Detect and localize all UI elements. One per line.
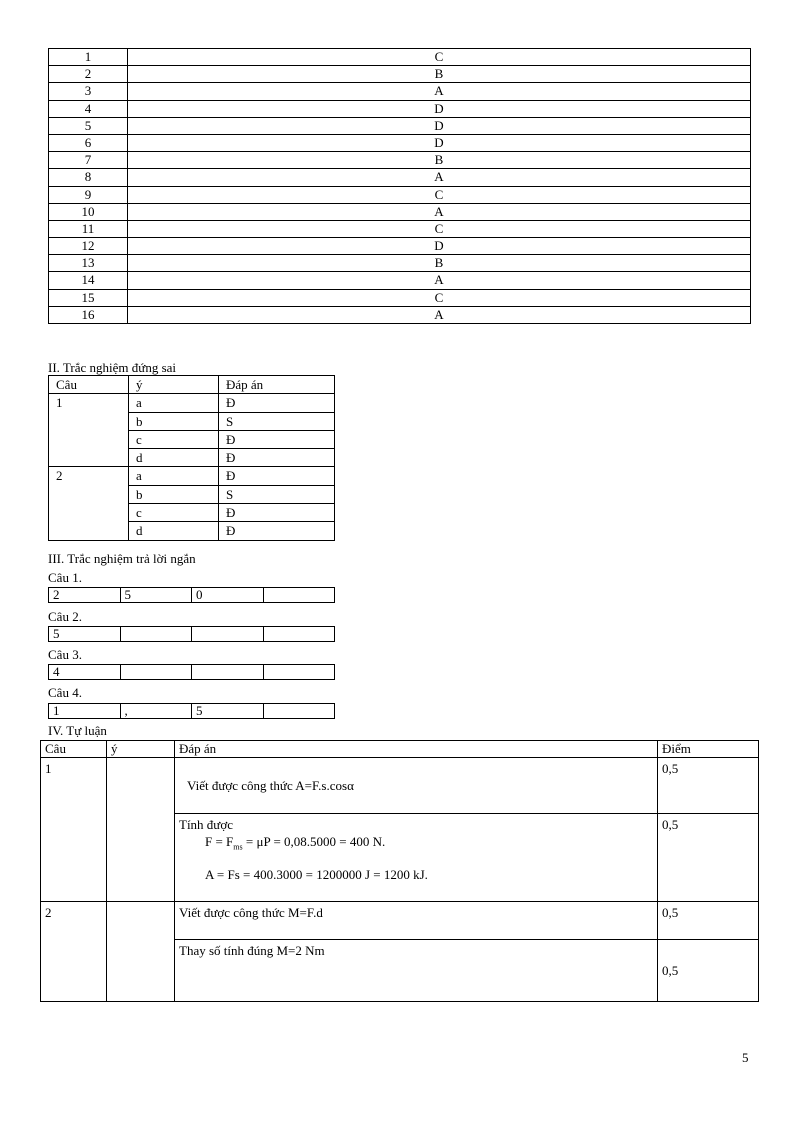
question-number: 16 — [49, 306, 128, 323]
table-row — [49, 289, 751, 306]
part-label: c — [129, 430, 219, 448]
answer-letter: D — [128, 238, 751, 255]
table-header-row — [41, 741, 759, 758]
question-number: 14 — [49, 272, 128, 289]
table-row — [49, 203, 751, 220]
question-number: 1 — [41, 758, 107, 902]
table-row — [49, 394, 335, 412]
table-row — [49, 117, 751, 134]
part-answer: Đ — [219, 430, 335, 448]
question-number: 13 — [49, 255, 128, 272]
question-number: 2 — [49, 66, 128, 83]
answer-letter: C — [128, 220, 751, 237]
table-row — [49, 186, 751, 203]
short-question-label: Câu 3. — [48, 647, 82, 662]
header-dap-an: Đáp án — [175, 741, 658, 758]
part-cell — [107, 758, 175, 902]
score-cell: 0,5 — [658, 814, 759, 902]
answer-letter: B — [128, 66, 751, 83]
formula-pre: F = F — [205, 834, 234, 849]
answer-letter: C — [128, 49, 751, 66]
answer-letter: C — [128, 186, 751, 203]
header-dap-an: Đáp án — [219, 376, 335, 394]
true-false-table — [48, 375, 335, 541]
answer-letter: A — [128, 306, 751, 323]
part-label: d — [129, 449, 219, 467]
question-number: 12 — [49, 238, 128, 255]
table-row — [49, 588, 335, 603]
answer-cell — [175, 814, 658, 902]
table-row — [49, 66, 751, 83]
answer-cell: 0 — [192, 588, 264, 603]
part-label: a — [129, 394, 219, 412]
question-number: 1 — [49, 394, 129, 467]
header-y: ý — [129, 376, 219, 394]
short-answer-grid — [48, 703, 335, 719]
answer-text: Tính được — [179, 817, 233, 832]
table-row — [49, 272, 751, 289]
answer-letter: B — [128, 255, 751, 272]
formula-line — [179, 833, 653, 856]
table-row — [49, 665, 335, 680]
header-cau: Câu — [49, 376, 129, 394]
answer-letter: D — [128, 100, 751, 117]
part-answer: S — [219, 485, 335, 503]
score-cell: 0,5 — [658, 940, 759, 1002]
table-row — [49, 152, 751, 169]
answer-letter: D — [128, 134, 751, 151]
answer-cell: 1 — [49, 704, 121, 719]
answer-letter: D — [128, 117, 751, 134]
answer-cell: , — [120, 704, 191, 719]
question-number: 8 — [49, 169, 128, 186]
question-number: 9 — [49, 186, 128, 203]
essay-heading: IV. Tự luận — [48, 723, 107, 738]
table-row — [49, 169, 751, 186]
question-number: 6 — [49, 134, 128, 151]
header-y: ý — [107, 741, 175, 758]
table-row — [41, 758, 759, 814]
table-row — [49, 134, 751, 151]
answer-text: Viết được công thức A=F.s.cosα — [187, 778, 354, 793]
answer-cell — [120, 665, 191, 680]
table-row — [49, 220, 751, 237]
question-number: 7 — [49, 152, 128, 169]
answer-cell: 5 — [49, 627, 121, 642]
score-cell: 0,5 — [658, 758, 759, 814]
table-row — [41, 902, 759, 940]
part-label: c — [129, 504, 219, 522]
short-answer-grid — [48, 626, 335, 642]
answer-cell: 5 — [192, 704, 264, 719]
part-label: b — [129, 412, 219, 430]
answer-letter: A — [128, 272, 751, 289]
answer-cell: Viết được công thức M=F.d — [175, 902, 658, 940]
page-number: 5 — [742, 1050, 749, 1065]
question-number: 1 — [49, 49, 128, 66]
answer-cell — [192, 665, 263, 680]
table-row — [49, 238, 751, 255]
question-number: 10 — [49, 203, 128, 220]
table-row — [49, 49, 751, 66]
answer-letter: C — [128, 289, 751, 306]
true-false-heading: II. Trắc nghiệm đứng sai — [48, 360, 177, 375]
short-answer-heading: III. Trắc nghiệm trả lời ngắn — [48, 551, 196, 566]
answer-cell: 5 — [120, 588, 192, 603]
answer-letter: A — [128, 203, 751, 220]
table-row — [49, 627, 335, 642]
question-number: 3 — [49, 83, 128, 100]
answer-cell — [192, 627, 263, 642]
table-row — [49, 255, 751, 272]
question-number: 4 — [49, 100, 128, 117]
header-diem: Điểm — [658, 741, 759, 758]
question-number: 15 — [49, 289, 128, 306]
answer-letter: A — [128, 169, 751, 186]
mcq-answer-table — [48, 48, 751, 324]
question-number: 11 — [49, 220, 128, 237]
answer-cell: 4 — [49, 665, 121, 680]
answer-cell — [263, 627, 335, 642]
answer-cell — [263, 665, 335, 680]
table-row — [49, 467, 335, 485]
answer-cell — [120, 627, 191, 642]
answer-letter: B — [128, 152, 751, 169]
table-row — [49, 704, 335, 719]
question-number: 2 — [49, 467, 129, 540]
essay-table — [40, 740, 759, 1002]
answer-cell — [175, 758, 658, 814]
table-row — [49, 83, 751, 100]
part-answer: Đ — [219, 522, 335, 540]
part-answer: Đ — [219, 467, 335, 485]
question-number: 2 — [41, 902, 107, 1002]
answer-cell: Thay số tính đúng M=2 Nm — [175, 940, 658, 1002]
part-answer: S — [219, 412, 335, 430]
part-label: a — [129, 467, 219, 485]
score-cell: 0,5 — [658, 902, 759, 940]
table-row — [49, 100, 751, 117]
short-question-label: Câu 2. — [48, 609, 82, 624]
header-cau: Câu — [41, 741, 107, 758]
short-answer-grid — [48, 664, 335, 680]
answer-cell — [263, 704, 334, 719]
part-label: b — [129, 485, 219, 503]
part-answer: Đ — [219, 504, 335, 522]
part-answer: Đ — [219, 394, 335, 412]
formula-post: = μP = 0,08.5000 = 400 N. — [242, 834, 386, 849]
part-label: d — [129, 522, 219, 540]
short-question-label: Câu 4. — [48, 685, 82, 700]
table-header-row — [49, 376, 335, 394]
answer-letter: A — [128, 83, 751, 100]
formula-line: A = Fs = 400.3000 = 1200000 J = 1200 kJ. — [205, 866, 428, 882]
answer-cell — [263, 588, 335, 603]
formula-sub: ms — [233, 842, 243, 852]
short-answer-grid — [48, 587, 335, 603]
short-question-label: Câu 1. — [48, 570, 82, 585]
part-cell — [107, 902, 175, 1002]
table-row — [49, 306, 751, 323]
answer-cell: 2 — [49, 588, 121, 603]
part-answer: Đ — [219, 449, 335, 467]
question-number: 5 — [49, 117, 128, 134]
